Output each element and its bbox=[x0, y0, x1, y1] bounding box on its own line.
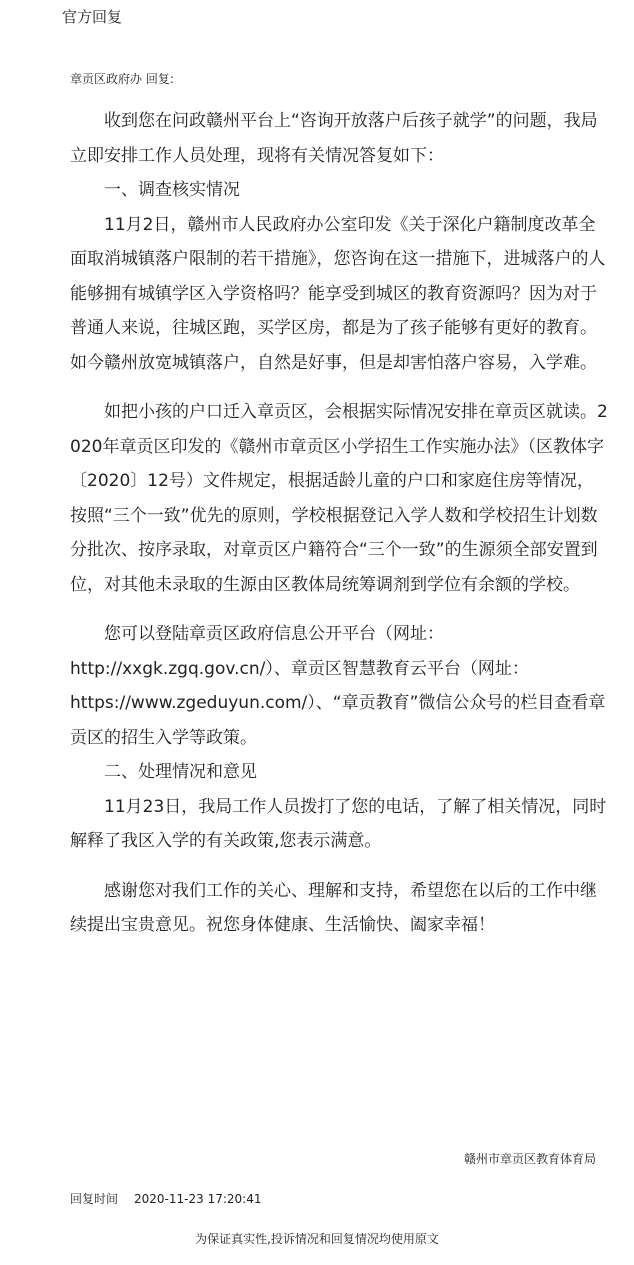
replier-label: 章贡区政府办 回复: bbox=[70, 72, 174, 86]
section-heading-handling: 二、处理情况和意见 bbox=[104, 762, 257, 782]
reply-time-label: 回复时间 bbox=[70, 1192, 119, 1206]
section-heading-investigation: 一、调查核实情况 bbox=[104, 180, 240, 200]
paragraph-handling: 11月23日，我局工作人员拨打了您的电话，了解了相关情况，同时解释了我区入学的有关政策,您表示满意。 bbox=[70, 796, 607, 851]
paragraph-background: 11月2日，赣州市人民政府办公室印发《关于深化户籍制度改革全面取消城镇落户限制的若干措施》，您咨询在这一措施下，进城落户的人能够拥有城镇学区入学资格吗？能享受到城区的教育资源吗？因为对于普通人来说，往城区跑，买学区房，都是为了孩子能够有更好的教育。如今赣州放宽城镇落户，自然是好事，但是却害怕落户容易，入学难。 bbox=[70, 214, 606, 373]
footer-note: 为保证真实性,投诉情况和回复情况均使用原文 bbox=[195, 1232, 439, 1246]
paragraph-links-url-1: http://xxgk.zgq.gov.cn/）、章贡区智慧教育云平台（网址： bbox=[70, 658, 529, 679]
paragraph-links-intro: 您可以登陆章贡区政府信息公开平台（网址： bbox=[104, 624, 444, 644]
paragraph-intro: 收到您在问政赣州平台上“咨询开放落户后孩子就学”的问题，我局立即安排工作人员处理，现将有关情况答复如下： bbox=[70, 111, 598, 166]
reply-time-value: 2020-11-23 17:20:41 bbox=[134, 1192, 262, 1206]
paragraph-policy: 如把小孩的户口迁入章贡区，会根据实际情况安排在章贡区就读。2020年章贡区印发的《赣州市章贡区小学招生工作实施办法》（区教体字〔2020〕12号）文件规定，根据适龄儿童的户口和家庭住房等情况，按照“三个一致”优先的原则，学校根据登记入学人数和学校招生计划数分批次、按序录取，对章贡区户籍符合“三个一致”的生源须全部安置到位，对其他未录取的生源由区教体局统筹调剂到学位有余额的学校。 bbox=[70, 402, 608, 595]
paragraph-links-url-2: https://www.zgeduyun.com/）、“章贡教育”微信公众号的栏目查看章贡区的招生入学等政策。 bbox=[70, 693, 606, 748]
reply-body bbox=[70, 104, 610, 943]
paragraph-thanks: 感谢您对我们工作的关心、理解和支持，希望您在以后的工作中继续提出宝贵意见。祝您身体健康、生活愉快、阖家幸福！ bbox=[70, 880, 597, 935]
signature: 赣州市章贡区教育体育局 bbox=[463, 1152, 596, 1166]
page-title: 官方回复 bbox=[62, 8, 123, 26]
reply-time bbox=[70, 1190, 261, 1207]
